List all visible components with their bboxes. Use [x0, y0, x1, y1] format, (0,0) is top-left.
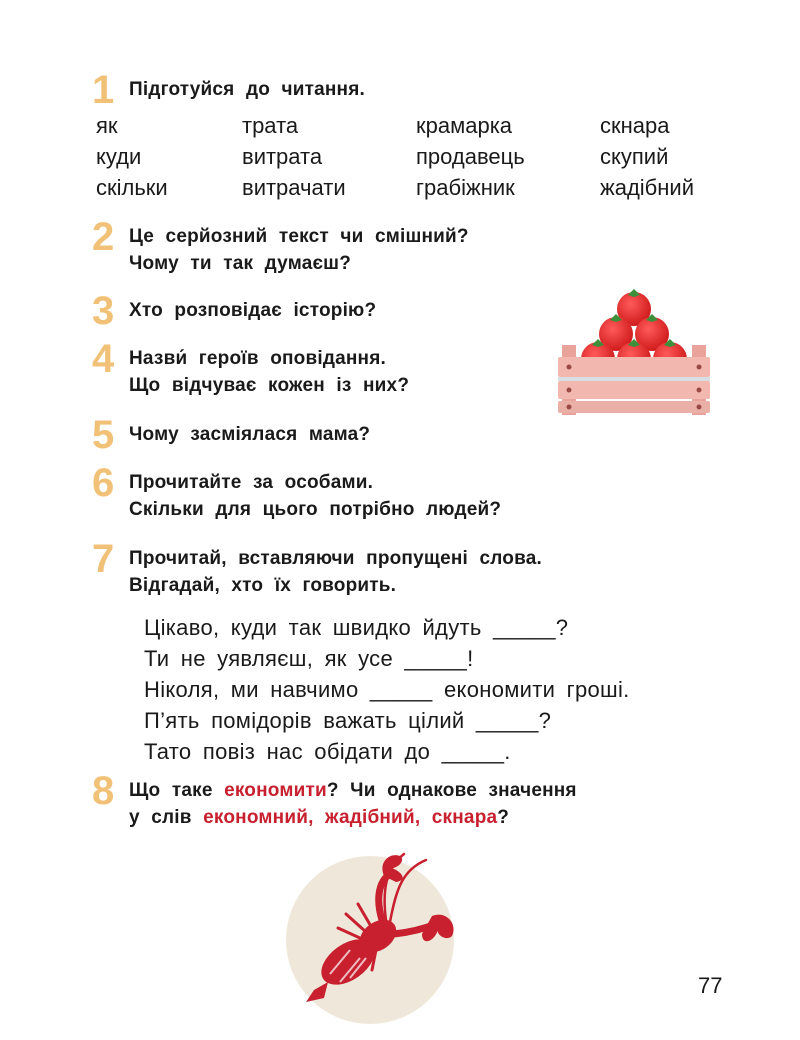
task-number: 7 [92, 537, 115, 581]
highlighted-word: економити [224, 780, 327, 801]
sentence: Ти не уявляєш, як усе _____! [144, 646, 474, 671]
task-line: Прочитайте за особами. [129, 472, 374, 493]
word-column [96, 110, 168, 203]
task-4 [92, 337, 410, 399]
task-line [129, 777, 577, 804]
task-number: 4 [92, 337, 115, 381]
task-number: 3 [92, 289, 115, 333]
word: як [96, 113, 118, 138]
word: трата [242, 113, 299, 138]
page-number: 77 [698, 973, 723, 998]
task-text: ? Чи однакове значення [326, 780, 577, 801]
task-question [129, 297, 376, 324]
task-line: Відгадай, хто їх говорить. [129, 575, 397, 596]
word: продавець [416, 144, 525, 169]
word: витрачати [242, 175, 346, 200]
task-text: у слів [129, 807, 204, 828]
task-number: 1 [92, 68, 115, 112]
word: витрата [242, 144, 323, 169]
task-line: Чому ти так думаєш? [129, 253, 351, 274]
word: скільки [96, 175, 168, 200]
word-column [600, 110, 694, 203]
task-number: 5 [92, 413, 115, 457]
word-column [416, 110, 525, 203]
task-line: Прочитай, вставляючи пропущені слова. [129, 548, 542, 569]
highlighted-words: економний, жадібний, скнара [203, 807, 498, 828]
word: скупий [600, 144, 669, 169]
task-question [129, 469, 501, 523]
sentence: Цікаво, куди так швидко йдуть _____? [144, 615, 569, 640]
task-line: Назви́ героїв оповідання. [129, 348, 386, 369]
task-number: 8 [92, 769, 115, 813]
crayfish-icon [286, 850, 466, 1030]
task-3 [92, 289, 377, 333]
task-5 [92, 413, 371, 457]
task-question [129, 777, 577, 831]
task-text: ? [497, 807, 510, 828]
word: крамарка [416, 113, 513, 138]
task-line: Скільки для цього потрібно людей? [129, 499, 502, 520]
word: грабіжник [416, 175, 515, 200]
task-question [129, 76, 365, 103]
task-number: 6 [92, 461, 115, 505]
task-question [129, 223, 469, 277]
task-line [129, 804, 577, 831]
task-line: Що відчуває кожен із них? [129, 375, 410, 396]
sentence: Тато повіз нас обідати до _____. [144, 739, 511, 764]
tomato-crate-icon [554, 287, 714, 417]
task-line: Хто розповідає історію? [129, 300, 377, 321]
task-question [129, 345, 409, 399]
word: жадібний [600, 175, 695, 200]
task-6 [92, 461, 502, 523]
task-text: Що таке [129, 780, 225, 801]
task-2 [92, 215, 469, 277]
task-1 [92, 68, 365, 112]
sentence: П’ять помідорів важать цілий _____? [144, 708, 552, 733]
word-column [242, 110, 346, 203]
task-line: Чому засміялася мама? [129, 424, 371, 445]
fill-in-sentences [144, 612, 630, 767]
sentence: Ніколя, ми навчимо _____ економити гроші. [144, 677, 630, 702]
task-number: 2 [92, 215, 115, 259]
word: куди [96, 144, 142, 169]
task-8 [92, 769, 577, 831]
task-question [129, 421, 370, 448]
task-line: Підготуйся до читання. [129, 79, 365, 100]
task-question [129, 545, 542, 599]
word: скнара [600, 113, 670, 138]
task-7 [92, 537, 542, 599]
task-line: Це серйозний текст чи смішний? [129, 226, 469, 247]
